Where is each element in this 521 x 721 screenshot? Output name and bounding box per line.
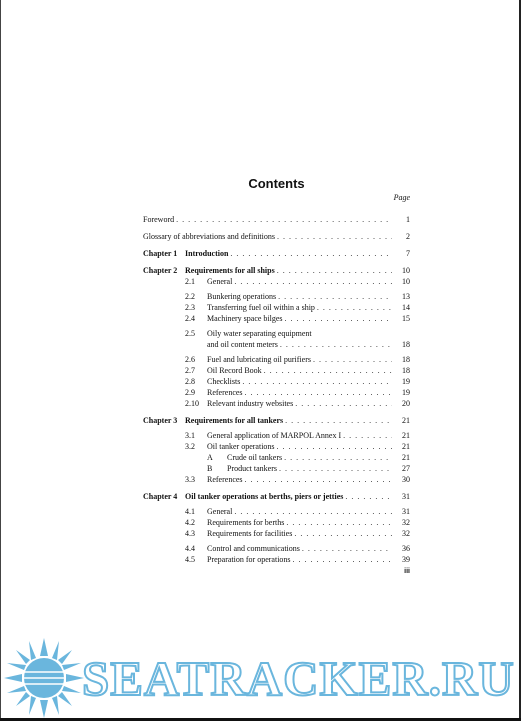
section-title: Preparation for operations	[207, 555, 291, 564]
toc-section-4-2[interactable]	[143, 517, 410, 528]
chapter-title: Oil tanker operations at berths, piers or jetties	[185, 492, 344, 501]
section-title: Transferring fuel oil within a ship	[207, 303, 315, 312]
toc-section-4-1[interactable]	[143, 506, 410, 517]
section-number: 4.5	[185, 555, 195, 564]
toc-section-2-5-line2[interactable]	[143, 339, 410, 350]
toc-entry-page: 30	[402, 475, 410, 484]
section-number: 4.4	[185, 544, 195, 553]
toc-section-4-4[interactable]	[143, 543, 410, 554]
toc-section-4-3[interactable]	[143, 528, 410, 539]
toc-section-2-1[interactable]	[143, 276, 410, 287]
section-title: Requirements for facilities	[207, 529, 293, 538]
toc-entry-page: 1	[406, 215, 410, 224]
leader-dots	[313, 354, 392, 365]
toc-entry-label: Foreword	[143, 215, 175, 224]
toc-section-2-7[interactable]	[143, 365, 410, 376]
toc-section-3-2[interactable]	[143, 441, 410, 452]
leader-dots	[176, 214, 392, 225]
leader-dots	[234, 276, 392, 287]
toc-entry-page: 21	[402, 416, 410, 425]
toc-entry-page: 32	[402, 529, 410, 538]
chapter-number: Chapter 1	[143, 249, 178, 258]
chapter-title: Requirements for all ships	[185, 266, 275, 275]
leader-dots	[295, 398, 392, 409]
subsection-letter: B	[207, 464, 213, 473]
toc-chapter-4[interactable]	[143, 491, 410, 502]
toc-entry-page: 7	[406, 249, 410, 258]
toc-section-2-8[interactable]	[143, 376, 410, 387]
leader-dots	[230, 248, 392, 259]
toc-entry-page: 10	[402, 277, 410, 286]
section-number: 3.2	[185, 442, 195, 451]
leader-dots	[264, 365, 392, 376]
section-title: General	[207, 277, 233, 286]
toc-subsection-3-2-a[interactable]	[143, 452, 410, 463]
toc-entry-page: 36	[402, 544, 410, 553]
toc-section-2-6[interactable]	[143, 354, 410, 365]
leader-dots	[277, 231, 392, 242]
toc-entry-label: Glossary of abbreviations and definitions	[143, 232, 275, 241]
leader-dots	[345, 491, 392, 502]
section-title: Bunkering operations	[207, 292, 277, 301]
section-title: Machinery space bilges	[207, 314, 283, 323]
section-number: 4.1	[185, 507, 195, 516]
section-number: 2.4	[185, 314, 195, 323]
toc-chapter-3[interactable]	[143, 415, 410, 426]
section-title: Relevant industry websites	[207, 399, 294, 408]
leader-dots	[234, 506, 392, 517]
toc-section-2-9[interactable]	[143, 387, 410, 398]
subsection-title: Product tankers	[227, 464, 277, 473]
toc-section-2-4[interactable]	[143, 313, 410, 324]
section-number: 2.10	[185, 399, 199, 408]
section-title: General	[207, 507, 233, 516]
toc-chapter-2[interactable]	[143, 265, 410, 276]
section-title: References	[207, 475, 243, 484]
toc-entry-page: 18	[402, 355, 410, 364]
section-number: 2.8	[185, 377, 195, 386]
toc-entry-page: 21	[402, 431, 410, 440]
section-title: Oily water separating equipment	[207, 329, 312, 338]
toc-entry-page: 39	[402, 555, 410, 564]
toc-section-4-5[interactable]	[143, 554, 410, 565]
toc-section-2-3[interactable]	[143, 302, 410, 313]
page-column-label: Page	[393, 193, 410, 202]
section-number: 3.1	[185, 431, 195, 440]
section-title: Oil tanker operations	[207, 442, 275, 451]
toc-entry-page: 14	[402, 303, 410, 312]
section-title: General application of MARPOL Annex I	[207, 431, 342, 440]
watermark-sun-icon	[4, 638, 84, 718]
toc-entry-page: 21	[402, 442, 410, 451]
toc-section-2-5-line1[interactable]	[143, 328, 410, 339]
subsection-title: Crude oil tankers	[227, 453, 283, 462]
section-title: Control and communications	[207, 544, 300, 553]
toc-entry-page: 27	[402, 464, 410, 473]
toc-entry-page: 18	[402, 366, 410, 375]
toc-entry-page: 31	[402, 507, 410, 516]
toc-entry-page: 18	[402, 340, 410, 349]
toc-section-3-3[interactable]	[143, 474, 410, 485]
toc-chapter-1[interactable]	[143, 248, 410, 259]
leader-dots	[294, 528, 392, 539]
leader-dots	[278, 291, 392, 302]
toc-section-3-1[interactable]	[143, 430, 410, 441]
leader-dots	[245, 474, 392, 485]
section-title: Fuel and lubricating oil purifiers	[207, 355, 311, 364]
toc-entry-page: 13	[402, 292, 410, 301]
leader-dots	[245, 387, 392, 398]
section-number: 2.5	[185, 329, 195, 338]
section-number: 2.6	[185, 355, 195, 364]
chapter-number: Chapter 4	[143, 492, 178, 501]
toc-entry-page: 21	[402, 453, 410, 462]
leader-dots	[285, 313, 392, 324]
chapter-title: Requirements for all tankers	[185, 416, 284, 425]
section-number: 4.2	[185, 518, 195, 527]
section-number: 2.1	[185, 277, 195, 286]
leader-dots	[277, 265, 392, 276]
toc-section-2-2[interactable]	[143, 291, 410, 302]
leader-dots	[302, 543, 392, 554]
page-border-left	[0, 0, 1, 721]
leader-dots	[285, 415, 392, 426]
toc-entry-page: 19	[402, 388, 410, 397]
table-of-contents	[143, 214, 410, 565]
chapter-number: Chapter 2	[143, 266, 178, 275]
section-title: References	[207, 388, 243, 397]
contents-title: Contents	[248, 176, 305, 191]
toc-entry-foreword[interactable]	[143, 214, 410, 225]
toc-entry-page: 10	[402, 266, 410, 275]
section-number: 3.3	[185, 475, 195, 484]
toc-entry-page: 19	[402, 377, 410, 386]
toc-subsection-3-2-b[interactable]	[143, 463, 410, 474]
leader-dots	[284, 452, 392, 463]
toc-entry-page: 31	[402, 492, 410, 501]
toc-entry-page: 32	[402, 518, 410, 527]
section-title: Requirements for berths	[207, 518, 285, 527]
toc-entry-page: 2	[406, 232, 410, 241]
toc-section-2-10[interactable]	[143, 398, 410, 409]
section-number: 2.9	[185, 388, 195, 397]
leader-dots	[317, 302, 392, 313]
section-number: 2.2	[185, 292, 195, 301]
section-number: 2.7	[185, 366, 195, 375]
leader-dots	[286, 517, 392, 528]
leader-dots	[279, 463, 392, 474]
section-number: 2.3	[185, 303, 195, 312]
leader-dots	[343, 430, 392, 441]
toc-entry-glossary[interactable]	[143, 231, 410, 242]
section-number: 4.3	[185, 529, 195, 538]
chapter-number: Chapter 3	[143, 416, 178, 425]
section-title: Checklists	[207, 377, 241, 386]
chapter-title: Introduction	[185, 249, 229, 258]
leader-dots	[293, 554, 392, 565]
toc-entry-page: 15	[402, 314, 410, 323]
leader-dots	[242, 376, 392, 387]
subsection-letter: A	[207, 453, 213, 462]
watermark-text: SEATRACKER.RU	[82, 651, 515, 706]
toc-entry-page: 20	[402, 399, 410, 408]
page-number-footer: iii	[404, 568, 410, 575]
section-title-continued: and oil content meters	[207, 340, 278, 349]
leader-dots	[280, 339, 392, 350]
section-title: Oil Record Book	[207, 366, 262, 375]
leader-dots	[277, 441, 392, 452]
